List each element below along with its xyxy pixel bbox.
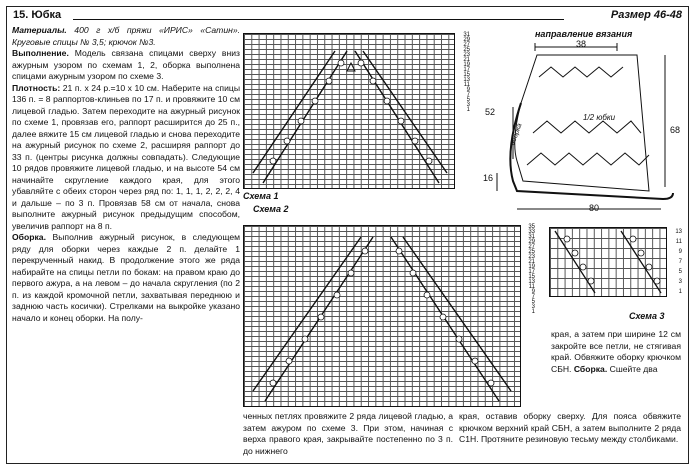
dim-top: 38 <box>576 39 587 49</box>
dim-left: 52 <box>485 107 496 117</box>
header-rule <box>73 19 564 20</box>
bottom-middle-text: ченных петлях провяжите 2 ряда лицевой гладью, а затем ажуром по схеме 3. При этом, начиная с верха правого края, закрывайте постепенно по 3 п. до нижнего <box>243 411 453 456</box>
scheme-2-caption: Схема 2 <box>253 204 289 214</box>
header <box>13 9 682 23</box>
scheme-3-row-numbers: 13 11 9 7 5 3 1 <box>675 229 682 295</box>
execution-paragraph: Выполнение. Модель связана спицами сверху вниз ажурным узором по схемам 1, 2, оборка выполнена спицами ажурным узором по схеме 3. <box>12 48 240 81</box>
scheme-2-motif <box>243 225 521 407</box>
direction-label: направление вязания <box>535 29 633 39</box>
instructions-column <box>12 25 240 324</box>
half-skirt-label: 1/2 юбки <box>583 113 616 122</box>
frill-label: оборка <box>509 122 524 147</box>
scheme-2-row-numbers: 35 33 31 29 27 25 23 21 19 17 15 13 11 9 7 5 3 1 <box>528 224 535 315</box>
size-label: Размер 46-48 <box>610 9 682 21</box>
dim-lower-left: 16 <box>483 173 494 183</box>
scheme-1-motif <box>243 33 455 189</box>
right-column-text: края, а затем при ширине 12 см закройте все петли, не стягивая край. Обвяжите оборку крючком СБН. Сборка. Сшейте два <box>551 329 681 374</box>
skirt-pattern <box>477 41 687 219</box>
frill-paragraph: Оборка. Выполнив ажурный рисунок, в следующем ряду для оборки через каждые 2 п. делайте 1 перекрученный накид. В продолжение этого же ряда набирайте на спицы петли по бокам: на правом краю до первого ажура, а на левом – до начала скругления (по 2 п. из каждой кромочной петли, захватывая переднюю и заднюю часть косички). Стрелками на выкройке указано начало и конец оборки. На полу- <box>12 232 241 323</box>
bottom-right-text: края, оставив оборку сверху. Для пояса обвяжите крючком верхний край СБН, а затем выполните 2 ряда С1Н. Протяните резиновую тесьму между столбиками. <box>459 411 681 444</box>
density-paragraph: Плотность: 21 п. х 24 р.=10 х 10 см. Наберите на спицы 136 п. = 8 раппортов-клиньев по 17 п. и провяжите 10 см лицевой гладью. Затем переходите на ажурный рисунок по схеме 1, провязав его, раппорт расширится до 25 п., далее вяжите 15 см лицевой гладью и снова переходите на ажурный рисунок по схеме 2, расширяя раппорт до 33 п. (центры рисунка должны совпадать). Следующие 10 рядов провяжите лицевой гладью, и на высоте 54 см начинайте скругление каждого края, для этого убавляйте с обеих сторон через ряд по: 1, 1, 1, 2, 2, 2, 4 и дальше – по 3 п. Провязав 58 см от начала, снова выполните ажурный рисунок предыдущим способом, увеличив раппорт на 8 п. <box>12 82 240 231</box>
materials-paragraph: Материалы. 400 г х/б пряжи «ИРИС» «Сатин». Круговые спицы № 3,5; крючок №3. <box>12 25 240 47</box>
page-title: 15. Юбка <box>13 9 62 21</box>
scheme-3-motif <box>549 227 667 297</box>
scheme-1-caption: Схема 1 <box>243 191 279 201</box>
dim-bottom: 80 <box>589 203 600 213</box>
scheme-3-caption: Схема 3 <box>629 311 665 321</box>
dim-right: 68 <box>670 125 681 135</box>
scheme-1-row-numbers: 31 29 27 25 23 21 19 17 15 13 11 9 7 5 3 1 <box>463 32 470 113</box>
page <box>6 6 689 464</box>
